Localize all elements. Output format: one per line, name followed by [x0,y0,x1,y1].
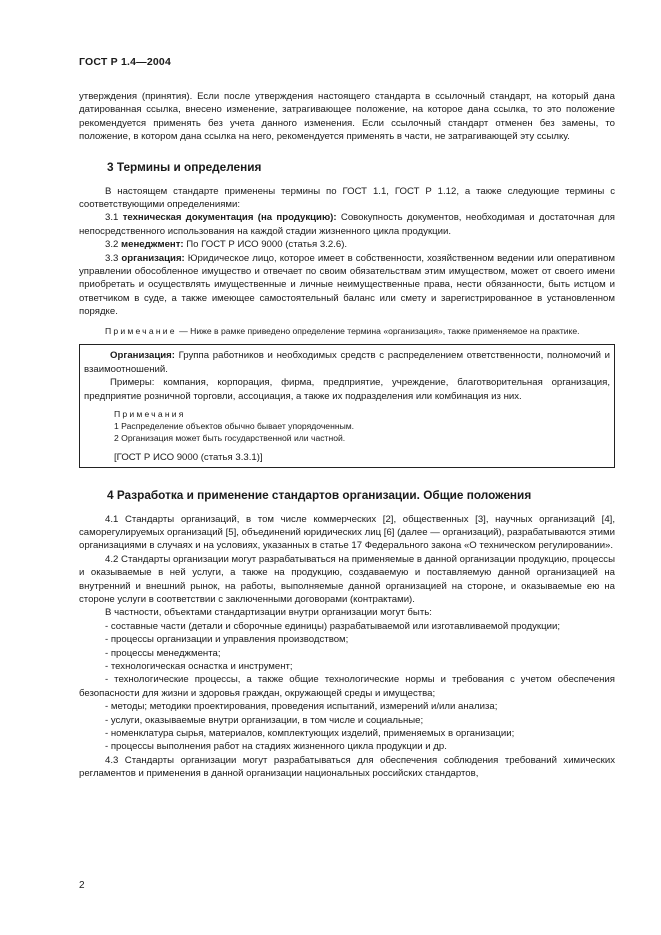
paragraph-4-2: 4.2 Стандарты организации могут разрабатываться на применяемые в данной организации продукцию, процессы и оказываемые в ней услуги, а также на продукцию, создаваемую и поставляемую данной организацией на внутренний и внешний рынок, на работы, выполняемые данной организацией на стороне, и оказываемые ею на стороне услуги в соответствии с заключенными договорами (контрактами). [79,553,615,605]
box-notes-label: Примечания [114,408,186,419]
term-3-3-definition: Юридическое лицо, которое имеет в собственности, хозяйственном ведении или оперативном управлении обособленное имущество и отвечает по своим обязательствам этим имуществом, может от своего имени приобретать и осуществлять имущественные и личные неимущественные права, нести обязанности, быть истцом и ответчиком в суде, а также имеющее самостоятельный баланс или смету и зарегистрированное в установленном порядке. [79,252,616,318]
box-notes [114,408,610,445]
term-3-2-term: менеджмент: [121,239,184,251]
list-item: - номенклатура сырья, материалов, комплектующих изделий, применяемых в организации; [105,728,515,740]
term-3-1-number: 3.1 [105,212,119,224]
list-item: - процессы выполнения работ на стадиях жизненного цикла продукции и др. [105,741,447,753]
document-page [79,56,615,781]
term-3-3-number: 3.3 [105,252,119,264]
page-number: 2 [79,880,85,891]
term-3-2 [79,238,615,251]
paragraph-4-1: 4.1 Стандарты организаций, в том числе коммерческих [2], общественных [3], научных организаций [4], саморегулируемых организаций [5], объединений юридических лиц [6] (далее — организаций), разрабатываются этими организациями в случаях и на условиях, указанных в статье 17 Федерального закона «О техническом регулировании». [79,513,615,552]
list-item: - технологические процессы, а также общие технологические нормы и требования с учетом обеспечения безопасности для жизни и здоровья граждан, окружающей среды и имущества; [79,674,615,699]
term-3-2-definition: По ГОСТ Р ИСО 9000 (статья 3.2.6). [183,239,348,251]
document-header: ГОСТ Р 1.4—2004 [79,56,172,68]
intro-paragraph: утверждения (принятия). Если после утверждения настоящего стандарта в ссылочный стандарт, на который дана датированная ссылка, внесено изменение, затрагивающее положение, на которое дана ссылка, то это положение рекомендуется применять без учета данного изменения. Если ссылочный стандарт отменен без замены, то положение, в котором дана ссылка на него, рекомендуется применять в части, не затрагивающей эту ссылку. [79,91,615,143]
box-term: Организация: [110,350,175,362]
section-4-title: 4 Разработка и применение стандартов организации. Общие положения [107,487,532,502]
box-definition [84,349,610,376]
list-item: - процессы менеджмента; [105,647,221,659]
list-item: - технологическая оснастка и инструмент; [105,660,293,672]
list-item: - услуги, оказываемые внутри организации, в том числе и социальные; [105,714,424,726]
paragraph-objects: В частности, объектами стандартизации внутри организации могут быть: [105,607,432,619]
term-3-3-term: организация: [121,252,185,264]
note-label: Примечание [105,325,177,336]
term-3-1-definition: Совокупность документов, необходимая и достаточная для непосредственного использования на каждой стадии жизненного цикла продукции. [79,212,615,237]
box-term-definition: Группа работников и необходимых средств с распределением ответственности, полномочий и взаимоотношений. [84,350,610,375]
list-item: - методы; методики проектирования, проведения испытаний, измерений и/или анализа; [105,701,498,713]
section-3-note [79,325,615,338]
section-3-title: 3 Термины и определения [107,159,262,174]
term-3-3 [79,252,615,319]
list-item: - составные части (детали и сборочные единицы) разрабатываемой или изготавливаемой продукции; [105,620,560,632]
paragraph-4-3: 4.3 Стандарты организации могут разрабатываться для обеспечения соблюдения требований химических регламентов и применения в данной организации национальных российских стандартов, [79,754,615,780]
definition-box [79,344,615,467]
section-3-lead: В настоящем стандарте применены термины по ГОСТ 1.1, ГОСТ Р 1.12, а также следующие термины с соответствующими определениями: [79,185,615,211]
box-examples: Примеры: компания, корпорация, фирма, предприятие, учреждение, благотворительная организация, предприятие розничной торговли, ассоциация, а также их подразделения или комбинация из них. [84,377,610,402]
term-3-1 [79,211,615,238]
box-reference: [ГОСТ Р ИСО 9000 (статья 3.3.1)] [114,451,263,463]
box-note-1: 1 Распределение объектов обычно бывает упорядоченным. [114,421,355,432]
term-3-2-number: 3.2 [105,239,119,251]
list-item: - процессы организации и управления производством; [105,634,349,646]
note-text: — Ниже в рамке приведено определение термина «организация», также применяемое на практике. [176,325,580,336]
box-note-2: 2 Организация может быть государственной или частной. [114,433,346,444]
term-3-1-term: техническая документация (на продукцию): [122,212,337,224]
